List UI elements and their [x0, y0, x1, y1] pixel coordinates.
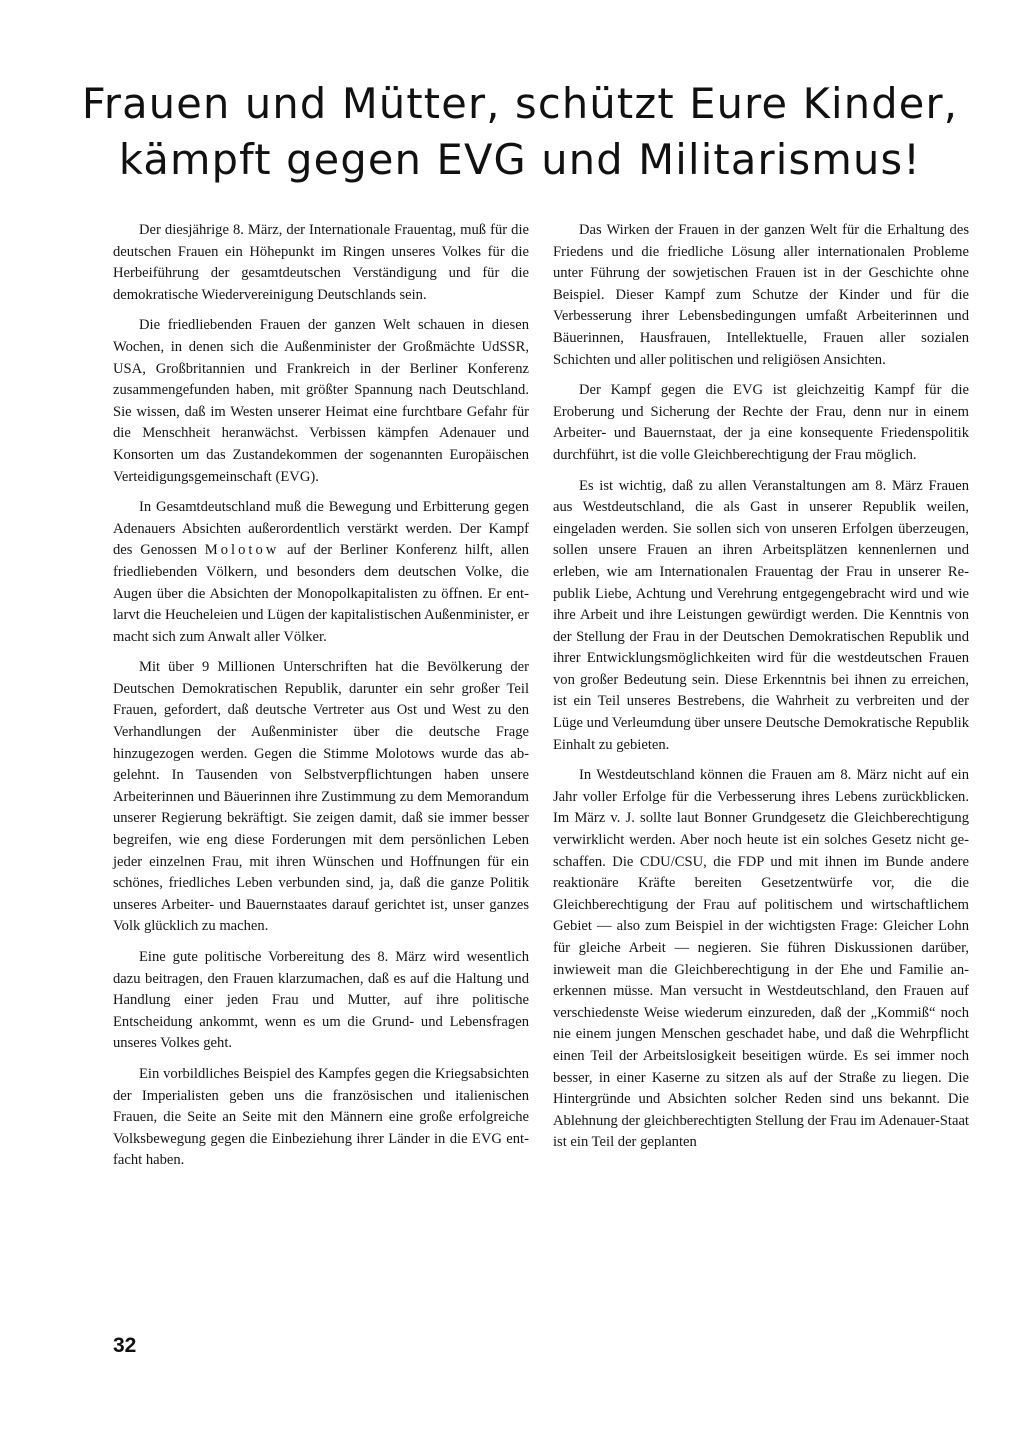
- article-title-line-1: Frauen und Mütter, schützt Eure Kinder,: [81, 79, 959, 128]
- paragraph: In Gesamtdeutschland muß die Bewegung und Erbitterung gegen Adenauers Absichten außerordentlich verstärkt werden. Der Kampf des Genossen Molotow auf der Berliner Konferenz hilft, allen friedliebenden Völkern, und besonders dem deutschen Volke, die Augen über die Absichten der Monopolkapitalisten zu öffnen. Er entlarvt die Heucheleien und Lügen der kapitalistischen Außenminister, er macht sich zum Anwalt aller Völker.: [113, 499, 530, 645]
- page-number: 32: [113, 1334, 137, 1357]
- right-text-column: [553, 220, 969, 1163]
- paragraph: Eine gute politische Vorbereitung des 8. März wird wesentlich dazu beitragen, den Frauen klarzumachen, daß es auf die Haltung und Handlung einer jeden Frau und Mutter, auf ihre politische Entscheidung ankommt, wenn es um die Grund- und Lebensfragen unseres Volkes geht.: [113, 949, 529, 1052]
- paragraph: Die friedliebenden Frauen der ganzen Welt schauen in diesen Wochen, in denen sich die Außenminister der Großmächte UdSSR, USA, Großbritannien und Frankreich in der Berliner Konferenz zusammengefunden haben, mit größter Spannung nach Deutschland. Sie wissen, daß im Westen unserer Heimat eine furchtbare Gefahr für die Menschheit heranwächst. Verbissen kämpfen Adenauer und Konsorten um das Zustandekommen der sogenannten Europäischen Verteidigungsgemeinschaft (EVG).: [113, 317, 529, 485]
- paragraph: In Westdeutschland können die Frauen am 8. März nicht auf ein Jahr voller Erfolge für die Verbesserung ihres Lebens zurückblicken. Im März v. J. sollte laut Bonner Grundgesetz die Gleichberechtigung verwirklicht werden. Aber noch heute ist ein solches Gesetz nicht geschaffen. Die CDU/CSU, die FDP und mit ihnen im Bunde andere reaktionäre Kräfte bereiten Gesetzentwürfe vor, die die Gleichberechtigung der Frau auf politischem und wirtschaftlichem Gebiet — also zum Beispiel in der wichtigsten Frage: Gleicher Lohn für gleiche Arbeit — negieren. Sie führen Diskussionen darüber, inwieweit man die Gleichberechtigung in der Ehe und Familie anerkennen müsse. Man versucht in Westdeutschland, den Frauen auf verschiedenste Weise wiederum einzureden, daß der „Kommiß“ noch nie einem jungen Menschen geschadet habe, und daß die Wehrpflicht einen Teil der Arbeitslosigkeit beseitigen würde. Es sei immer noch besser, in einer Kaserne zu sitzen als auf der Straße zu liegen. Die Hintergründe und Absichten solcher Reden sind uns bekannt. Die Ablehnung der gleichberechtigten Stellung der Frau im Adenauer-Staat ist ein Teil der geplanten: [553, 767, 969, 1151]
- paragraph: Es ist wichtig, daß zu allen Veranstaltungen am 8. März Frauen aus Westdeutschland, die als Gast in unserer Republik weilen, eingeladen werden. Sie sollen sich von unseren Erfolgen überzeugen, sollen unsere Frauen an ihren Arbeitsplätzen kennenlernen und erleben, wie am Internationalen Frauentag der Frau in unserer Republik Liebe, Achtung und Verehrung entgegengebracht wird und wie ihre Arbeit und ihre Leistungen gewürdigt werden. Die Kenntnis von der Stellung der Frau in der Deutschen Demokratischen Republik und ihrer Entwicklungsmöglichkeiten wird für die westdeutschen Frauen von großer Bedeutung sein. Diese Erkenntnis bei ihnen zu erreichen, ist ein Teil unseres Bestrebens, die Wahrheit zu verbreiten und der Lüge und Verleumdung über unsere Deutsche Demokratische Republik Einhalt zu gebieten.: [553, 477, 969, 753]
- paragraph: Der diesjährige 8. März, der Internationale Frauentag, muß für die deutschen Frauen ein Höhepunkt im Ringen unseres Volkes für die Herbeiführung der gesamtdeutschen Verständigung und für die demokratische Wiedervereinigung Deutschlands sein.: [113, 222, 529, 303]
- article-title: [60, 76, 980, 188]
- paragraph: Mit über 9 Millionen Unterschriften hat die Bevölkerung der Deutschen Demokratischen Republik, darunter ein sehr großer Teil Frauen, gefordert, daß deutsche Vertreter aus Ost und West zu den Verhandlungen der Außenminister über die deutsche Frage hinzugezogen werden. Gegen die Stimme Molotows wurde das abgelehnt. In Tausenden von Selbstverpflichtungen haben unsere Arbeiterinnen und Bäuerinnen ihre Zustimmung zu dem Memorandum unserer Regierung bekräftigt. Sie zeigen damit, daß sie immer besser begreifen, wie eng diese Forderungen mit dem persönlichen Leben jeder einzelnen Frau, mit ihren Wünschen und Hoffnungen für ein schönes, friedliches Leben verbunden sind, ja, daß die ganze Politik unseres Arbeiter- und Bauernstaates darauf gerichtet ist, unser ganzes Volk glücklich zu machen.: [113, 659, 529, 935]
- spaced-name: Molotow: [204, 542, 280, 559]
- paragraph: Ein vorbildliches Beispiel des Kampfes gegen die Kriegsabsichten der Imperialisten geben uns die französischen und italienischen Frauen, die Seite an Seite mit den Männern eine große erfolgreiche Volksbewegung gegen die Einbeziehung ihrer Länder in die EVG entfacht haben.: [113, 1065, 529, 1169]
- paragraph: Der Kampf gegen die EVG ist gleichzeitig Kampf für die Eroberung und Sicherung der Rechte der Frau, denn nur in einem Arbeiter- und Bauernstaat, der ja eine konsequente Friedenspolitik durchführt, ist die volle Gleichberechtigung der Frau möglich.: [553, 382, 969, 463]
- article-title-line-2: kämpft gegen EVG und Militarismus!: [118, 135, 922, 184]
- paragraph: Das Wirken der Frauen in der ganzen Welt für die Erhaltung des Friedens und die friedliche Lösung aller internationalen Probleme unter Führung der sowjetischen Frauen ist in der Geschichte ohne Beispiel. Dieser Kampf zum Schutze der Kinder und für die Verbesserung ihrer Lebensbedingungen umfaßt Arbeiterinnen und Bäuerinnen, Hausfrauen, Intellektuelle, Frauen aller sozialen Schichten und aller politischen und religiösen Ansichten.: [553, 222, 969, 368]
- left-text-column: [113, 220, 529, 1181]
